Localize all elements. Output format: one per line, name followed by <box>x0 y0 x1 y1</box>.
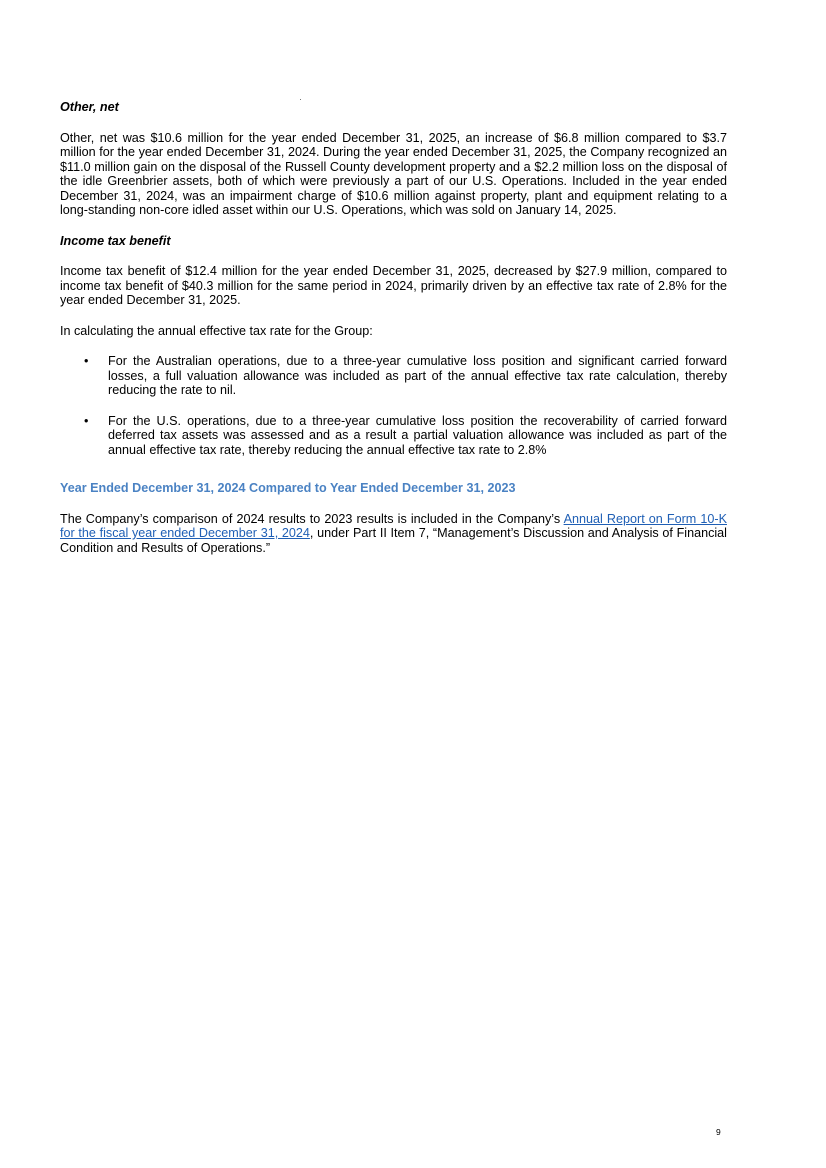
list-item <box>60 414 727 458</box>
bullet-icon: • <box>84 354 89 368</box>
comparison-paragraph <box>60 512 727 556</box>
bullet-text-us: For the U.S. operations, due to a three-year cumulative loss position the recoverability of carried forward deferred tax assets was assessed and as a result a partial valuation allowance was included as part of the annual effective tax rate, thereby reducing the annual effective tax rate to 2.8% <box>108 413 727 457</box>
other-net-paragraph: Other, net was $10.6 million for the year ended December 31, 2025, an increase of $6.8 million compared to $3.7 million for the year ended December 31, 2024. During the year ended December 31, 2025, the Company recognized an $11.0 million gain on the disposal of the Russell County development property and a $2.2 million loss on the disposal of the idle Greenbrier assets, both of which were previously a part of our U.S. Operations. Included in the year ended December 31, 2024, was an impairment charge of $10.6 million against property, plant and equipment relating to a long-standing non-core idled asset within our U.S. Operations, which was sold on January 14, 2025. <box>60 130 727 217</box>
income-tax-intro: In calculating the annual effective tax rate for the Group: <box>60 323 373 338</box>
comparison-section-heading: Year Ended December 31, 2024 Compared to Year Ended December 31, 2023 <box>60 481 516 495</box>
tax-rate-bullet-list <box>60 354 727 457</box>
comparison-text-before-link: The Company’s comparison of 2024 results to 2023 results is included in the Company’s <box>60 511 564 526</box>
bullet-icon: • <box>84 413 89 428</box>
bullet-text-australian: For the Australian operations, due to a three-year cumulative loss position and significant carried forward losses, a full valuation allowance was included as part of the annual effective tax rate calculation, thereby reducing the rate to nil. <box>108 354 727 397</box>
other-net-heading: Other, net <box>60 100 119 114</box>
income-tax-heading: Income tax benefit <box>60 233 171 248</box>
annual-report-link[interactable]: Annual Report on Form 10-K for the fiscal year ended December 31, 2024 <box>60 511 727 540</box>
income-tax-paragraph: Income tax benefit of $12.4 million for the year ended December 31, 2025, decreased by $27.9 million, compared to income tax benefit of $40.3 million for the same period in 2024, primarily driven by an effective tax rate of 2.8% for the year ended December 31, 2025. <box>60 264 727 307</box>
page-number: 9 <box>716 1127 721 1137</box>
comparison-text-after-link: , under Part II Item 7, “Management’s Discussion and Analysis of Financial Condition and Results of Operations.” <box>60 526 727 555</box>
list-item <box>60 354 727 398</box>
document-page <box>60 100 727 571</box>
